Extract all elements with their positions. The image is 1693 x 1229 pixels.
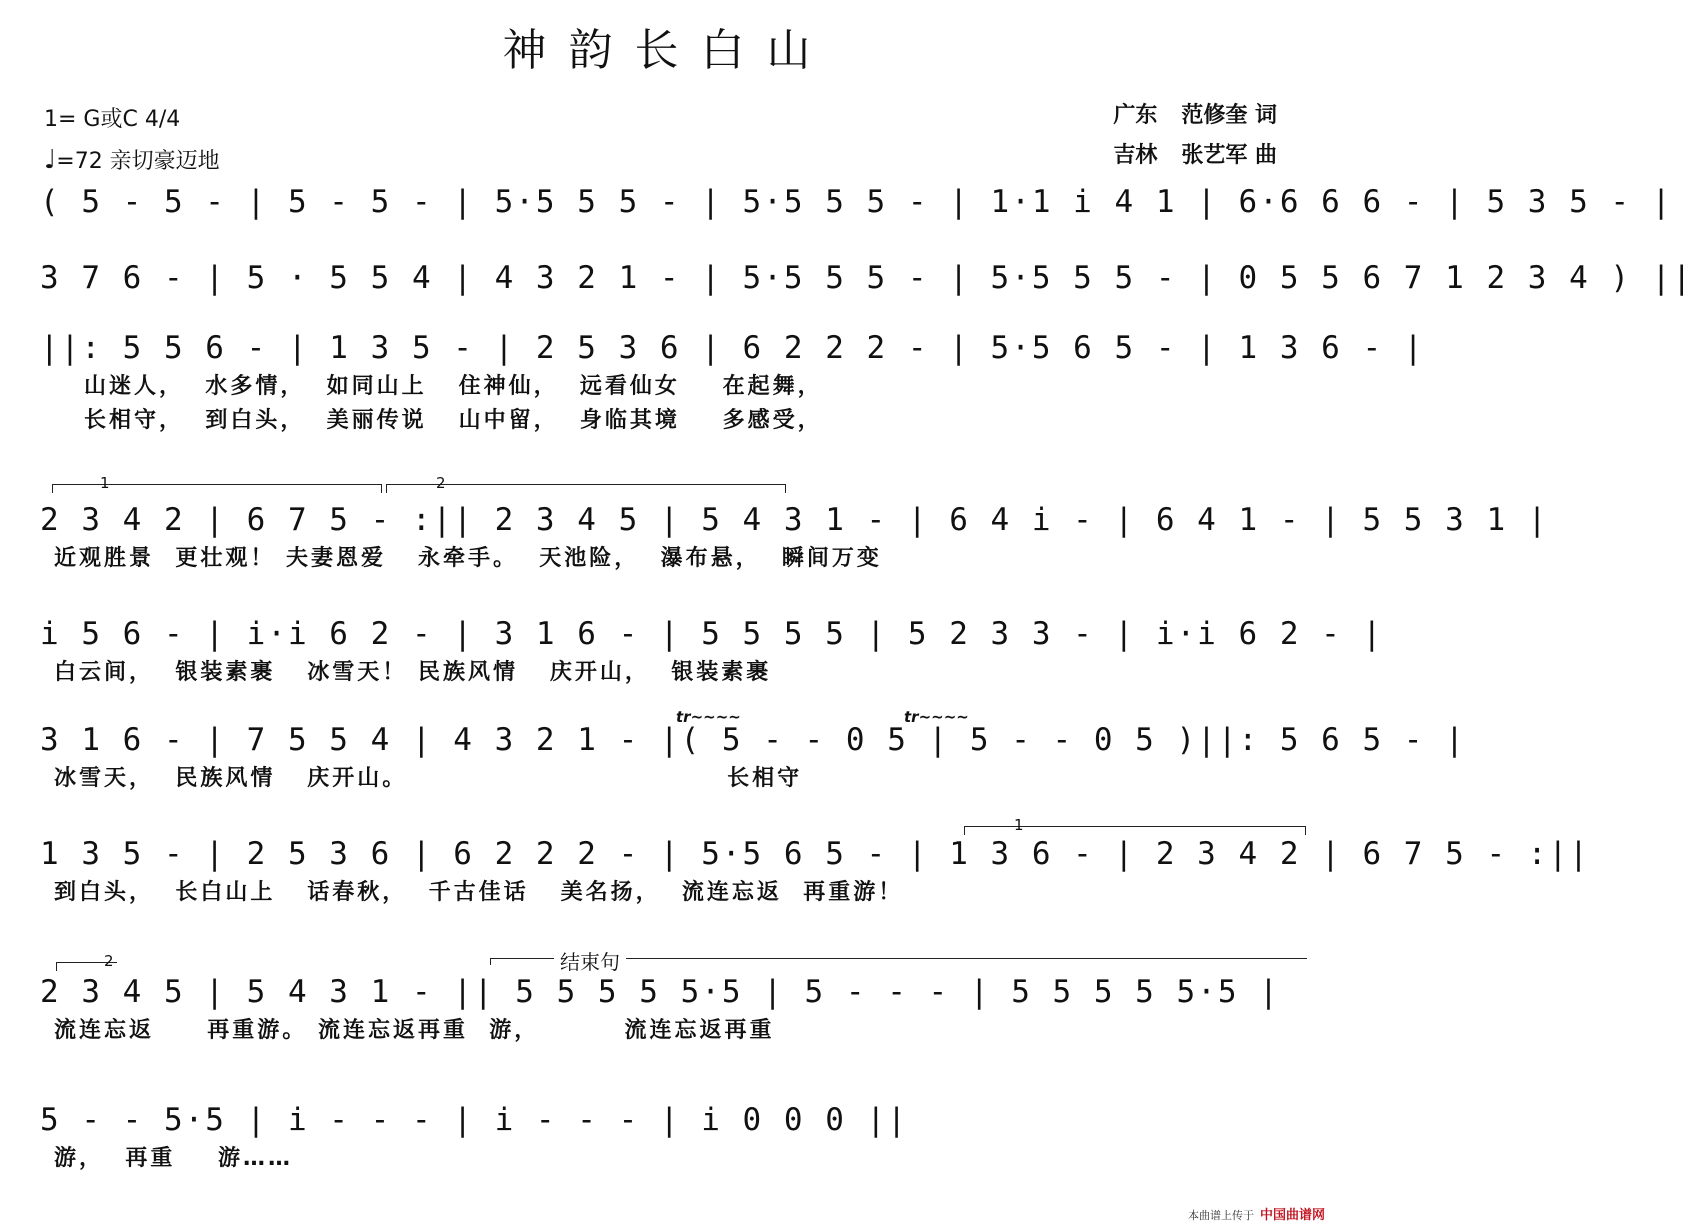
site-logo[interactable]: 中国曲谱网 xyxy=(1259,1208,1325,1223)
trill-mark-2: tr~~~~ xyxy=(904,708,969,726)
composer-place: 吉林 xyxy=(1113,143,1158,168)
notes-line-6: 3 1 6 - | 7 5 5 4 | 4 3 2 1 - |( 5 - - 0 5 | 5 - - 0 5 )||: 5 6 5 - | xyxy=(40,722,1466,758)
score-line-1 xyxy=(40,180,1673,224)
lyrics-line-7: 到白头， 长白山上 话春秋， 千古佳话 美名扬， 流连忘返 再重游！ xyxy=(54,880,904,905)
notes-line-4: 2 3 4 2 | 6 7 5 - :|| 2 3 4 5 | 5 4 3 1 - | 6 4 i - | 6 4 1 - | 5 5 3 1 | xyxy=(40,502,1549,538)
lyricist-name: 范修奎 词 xyxy=(1181,103,1277,128)
score-line-4 xyxy=(40,498,1549,576)
lyricist-place: 广东 xyxy=(1113,103,1158,128)
lyrics-line-3-verse-1: 山迷人， 水多情， 如同山上 住神仙， 远看仙女 在起舞， xyxy=(84,374,823,399)
score-line-2 xyxy=(40,256,1693,300)
notes-line-8: 2 3 4 5 | 5 4 3 1 - || 5 5 5 5 5·5 | 5 - - - | 5 5 5 5 5·5 | xyxy=(40,974,1280,1010)
score-line-8 xyxy=(40,970,1308,1048)
tempo-line xyxy=(44,140,220,182)
lyrics-line-8: 流连忘返 再重游。 流连忘返再重 游， 流连忘返再重 xyxy=(54,1018,775,1043)
volta-number-1-repeat: 1 xyxy=(1014,816,1024,834)
lyrics-line-9: 游， 再重 游…… xyxy=(54,1146,293,1171)
score-line-7 xyxy=(40,832,1590,910)
credits-block xyxy=(1113,96,1301,176)
song-title: 神韵长白山 xyxy=(502,25,833,76)
volta-bracket-2 xyxy=(386,484,786,493)
lyrics-line-6: 冰雪天， 民族风情 庆开山。 长相守 xyxy=(54,766,803,791)
notes-line-5: i 5 6 - | i·i 6 2 - | 3 1 6 - | 5 5 5 5 | 5 2 3 3 - | i·i 6 2 - | xyxy=(40,616,1384,652)
tempo-text: =72 亲切豪迈地 xyxy=(56,149,220,174)
volta-number-2-repeat: 2 xyxy=(104,952,114,970)
lyrics-line-4: 近观胜景 更壮观！ 夫妻恩爱 永牵手。 天池险， 瀑布悬， 瞬间万变 xyxy=(54,546,882,571)
composer-name: 张艺军 曲 xyxy=(1181,143,1277,168)
tempo-key-block xyxy=(44,100,220,182)
score-line-5 xyxy=(40,612,1384,690)
notes-line-9: 5 - - 5·5 | i - - - | i - - - | i 0 0 0 || xyxy=(40,1102,908,1138)
score-line-6 xyxy=(40,718,1466,796)
lyrics-line-5: 白云间， 银装素裹 冰雪天！ 民族风情 庆开山， 银装素裹 xyxy=(54,660,772,685)
footer-text: 本曲谱上传于 xyxy=(1187,1209,1254,1222)
quarter-note-icon: ♩ xyxy=(44,145,57,175)
site-footer xyxy=(1188,1204,1325,1223)
score-line-9 xyxy=(40,1098,1308,1176)
volta-number-1: 1 xyxy=(100,474,110,492)
volta-number-2: 2 xyxy=(436,474,446,492)
lyricist-row xyxy=(1113,96,1301,136)
composer-row xyxy=(1113,136,1301,176)
notes-line-1: ( 5 - 5 - | 5 - 5 - | 5·5 5 5 - | 5·5 5 5 - | 1·1 i 4 1 | 6·6 6 6 - | 5 3 5 - | xyxy=(40,184,1673,220)
score-line-3 xyxy=(40,326,1425,438)
ending-label: 结束句 xyxy=(554,946,626,975)
notes-line-7: 1 3 5 - | 2 5 3 6 | 6 2 2 2 - | 5·5 6 5 - | 1 3 6 - | 2 3 4 2 | 6 7 5 - :|| xyxy=(40,836,1590,872)
key-signature: 1= G或C 4/4 xyxy=(44,107,181,132)
lyrics-line-3-verse-2: 长相守， 到白头， 美丽传说 山中留， 身临其境 多感受， xyxy=(84,408,823,433)
notes-line-2: 3 7 6 - | 5 · 5 5 4 | 4 3 2 1 - | 5·5 5 5 - | 5·5 5 5 - | 0 5 5 6 7 1 2 3 4 ) || xyxy=(40,260,1693,296)
trill-mark-1: tr~~~~ xyxy=(676,708,741,726)
notes-line-3: ||: 5 5 6 - | 1 3 5 - | 2 5 3 6 | 6 2 2 2 - | 5·5 6 5 - | 1 3 6 - | xyxy=(40,330,1425,366)
